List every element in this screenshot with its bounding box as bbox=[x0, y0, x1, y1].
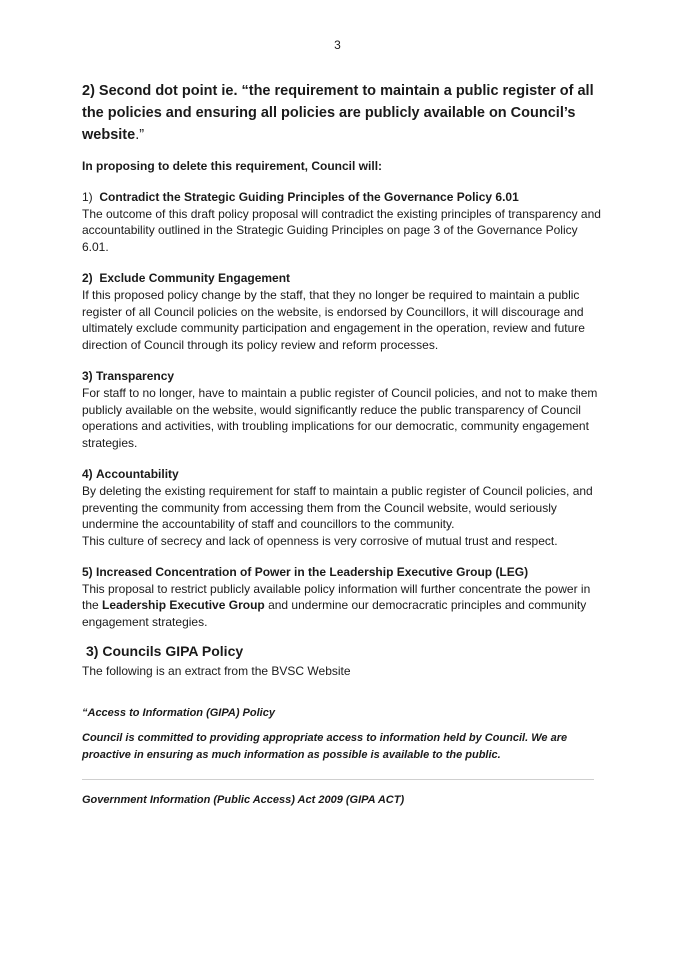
section-heading-3: 3) Councils GIPA Policy bbox=[86, 642, 244, 659]
heading-2-tail: .” bbox=[135, 127, 145, 143]
point-5-body bbox=[82, 581, 602, 631]
point-4-title: Accountability bbox=[96, 467, 179, 482]
point-5-number: 5) bbox=[82, 565, 93, 580]
gipa-act-reference: Government Information (Public Access) Act 2009 (GIPA ACT) bbox=[82, 793, 405, 806]
point-4-number: 4) bbox=[82, 467, 93, 482]
point-3-title: Transparency bbox=[96, 369, 175, 384]
point-5 bbox=[82, 564, 602, 630]
point-5-body-pre: This proposal to restrict publicly available policy information will further concentrate the power in the bbox=[82, 581, 591, 613]
extract-intro: The following is an extract from the BVSC Website bbox=[82, 663, 351, 678]
section-heading-2 bbox=[82, 80, 602, 146]
page-content bbox=[82, 80, 602, 808]
page-number: 3 bbox=[334, 38, 341, 52]
point-4 bbox=[82, 466, 602, 549]
point-1-body: The outcome of this draft policy proposal will contradict the existing principles of transparency and accountability outlined in the Strategic Guiding Principles on page 3 of the Governance Policy 6.01. bbox=[82, 206, 601, 254]
point-2 bbox=[82, 270, 602, 353]
point-4-extra: This culture of secrecy and lack of openness is very corrosive of mutual trust and respect. bbox=[82, 533, 558, 548]
point-3-body: For staff to no longer, have to maintain a public register of Council policies, and not to make them publicly available on the website, would significantly reduce the public transparency of Council operations and activities, with troubling implications for our democratic, community engagement strategies. bbox=[82, 385, 598, 450]
quote-title: “Access to Information (GIPA) Policy bbox=[82, 706, 275, 719]
divider bbox=[82, 779, 594, 780]
point-4-body: By deleting the existing requirement for staff to maintain a public register of Council policies, and preventing the community from accessing them from the Council website, would seriously undermine the accountability of staff and councillors to the community. bbox=[82, 483, 593, 532]
point-2-number: 2) bbox=[82, 271, 93, 286]
point-1-number: 1) bbox=[82, 190, 93, 204]
point-5-body-bold: Leadership Executive Group bbox=[102, 598, 265, 613]
heading-2-lead: 2) Second dot point ie. “the requirement to maintain a public register of all the policies and ensuring all policies are publicly available on Council’s website bbox=[82, 83, 594, 143]
point-5-title: Increased Concentration of Power in the Leadership Executive Group (LEG) bbox=[96, 565, 529, 580]
point-5-body-post: and undermine our democracratic principles and community engagement strategies. bbox=[82, 598, 587, 630]
quote-body: Council is committed to providing appropriate access to information held by Council. We are proactive in ensuring as much information as possible is available to the public. bbox=[82, 731, 568, 761]
point-2-title: Exclude Community Engagement bbox=[99, 271, 291, 286]
point-1 bbox=[82, 189, 602, 255]
point-1-title: Contradict the Strategic Guiding Principles of the Governance Policy 6.01 bbox=[99, 190, 519, 204]
point-2-body: If this proposed policy change by the staff, that they no longer be required to maintain a public register of all Council policies on the website, is endorsed by Councillors, it will discourage and ultimately exclude community participation and engagement in the operation, review and future direction of Council through its policy review and reform processes. bbox=[82, 287, 585, 352]
point-3-number: 3) bbox=[82, 369, 93, 384]
point-3 bbox=[82, 368, 602, 451]
intro-statement: In proposing to delete this requirement, Council will: bbox=[82, 159, 383, 173]
